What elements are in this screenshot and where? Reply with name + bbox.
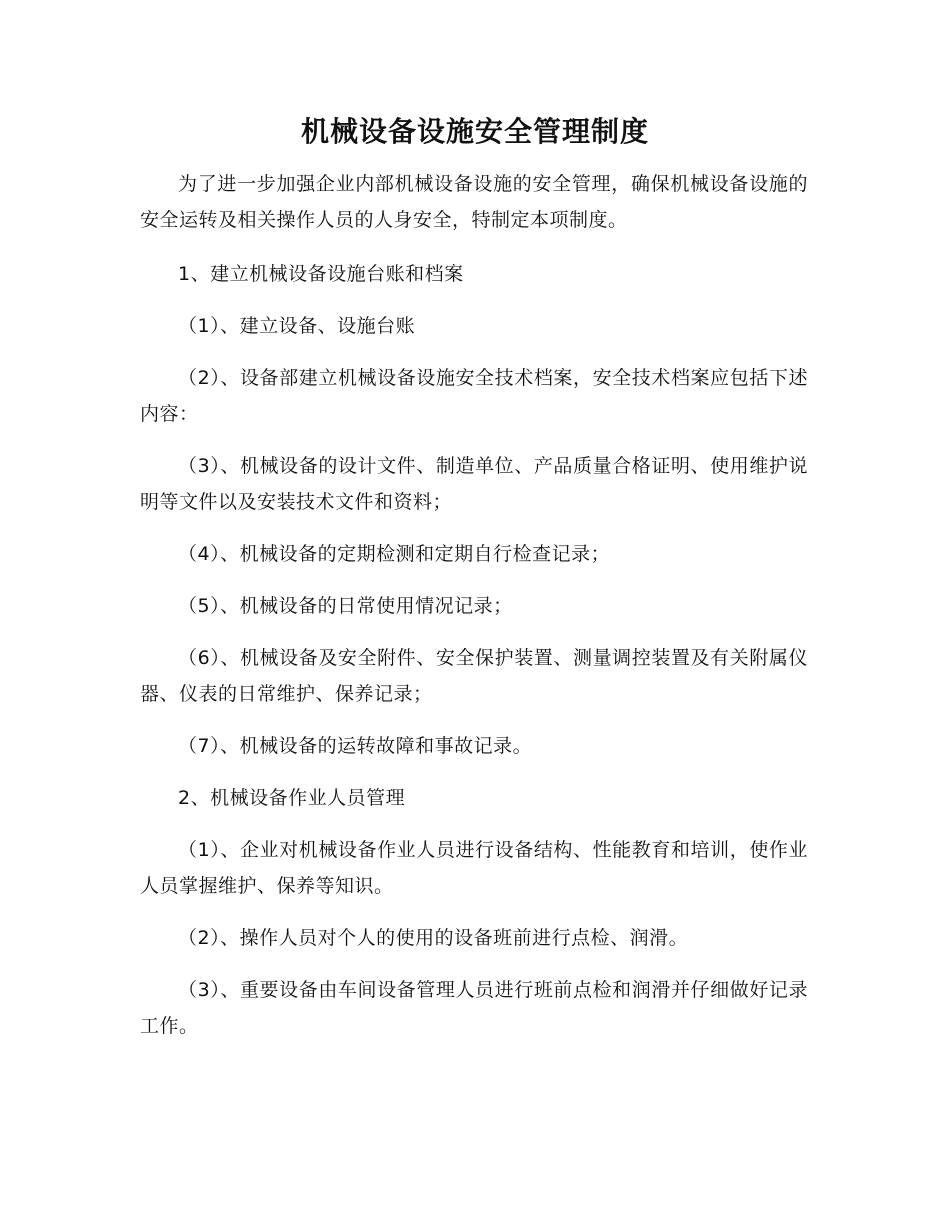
section-1-item-3: （3）、机械设备的设计文件、制造单位、产品质量合格证明、使用维护说明等文件以及安装技术文件和资料； <box>140 455 808 513</box>
section-1-item-4: （4）、机械设备的定期检测和定期自行检查记录； <box>178 543 611 565</box>
section-1-item-6: （6）、机械设备及安全附件、安全保护装置、测量调控装置及有关附属仪器、仪表的日常维护、保养记录； <box>140 647 808 705</box>
section-heading-1: 1、建立机械设备设施台账和档案 <box>178 263 464 285</box>
section-2-item-3: （3）、重要设备由车间设备管理人员进行班前点检和润滑并仔细做好记录工作。 <box>140 979 808 1037</box>
document-body <box>140 166 808 1060</box>
section-heading-2: 2、机械设备作业人员管理 <box>178 787 406 809</box>
section-2-item-2: （2）、操作人员对个人的使用的设备班前进行点检、润滑。 <box>178 927 689 949</box>
section-1-item-5: （5）、机械设备的日常使用情况记录； <box>178 595 513 617</box>
section-1-item-7: （7）、机械设备的运转故障和事故记录。 <box>178 735 533 757</box>
section-1-item-2: （2）、设备部建立机械设备设施安全技术档案，安全技术档案应包括下述内容： <box>140 367 808 425</box>
intro-paragraph: 为了进一步加强企业内部机械设备设施的安全管理，确保机械设备设施的安全运转及相关操作人员的人身安全，特制定本项制度。 <box>140 173 808 231</box>
document-title: 机械设备设施安全管理制度 <box>300 115 649 148</box>
section-2-item-1: （1）、企业对机械设备作业人员进行设备结构、性能教育和培训，使作业人员掌握维护、保养等知识。 <box>140 839 808 897</box>
section-1-item-1: （1）、建立设备、设施台账 <box>178 315 416 337</box>
